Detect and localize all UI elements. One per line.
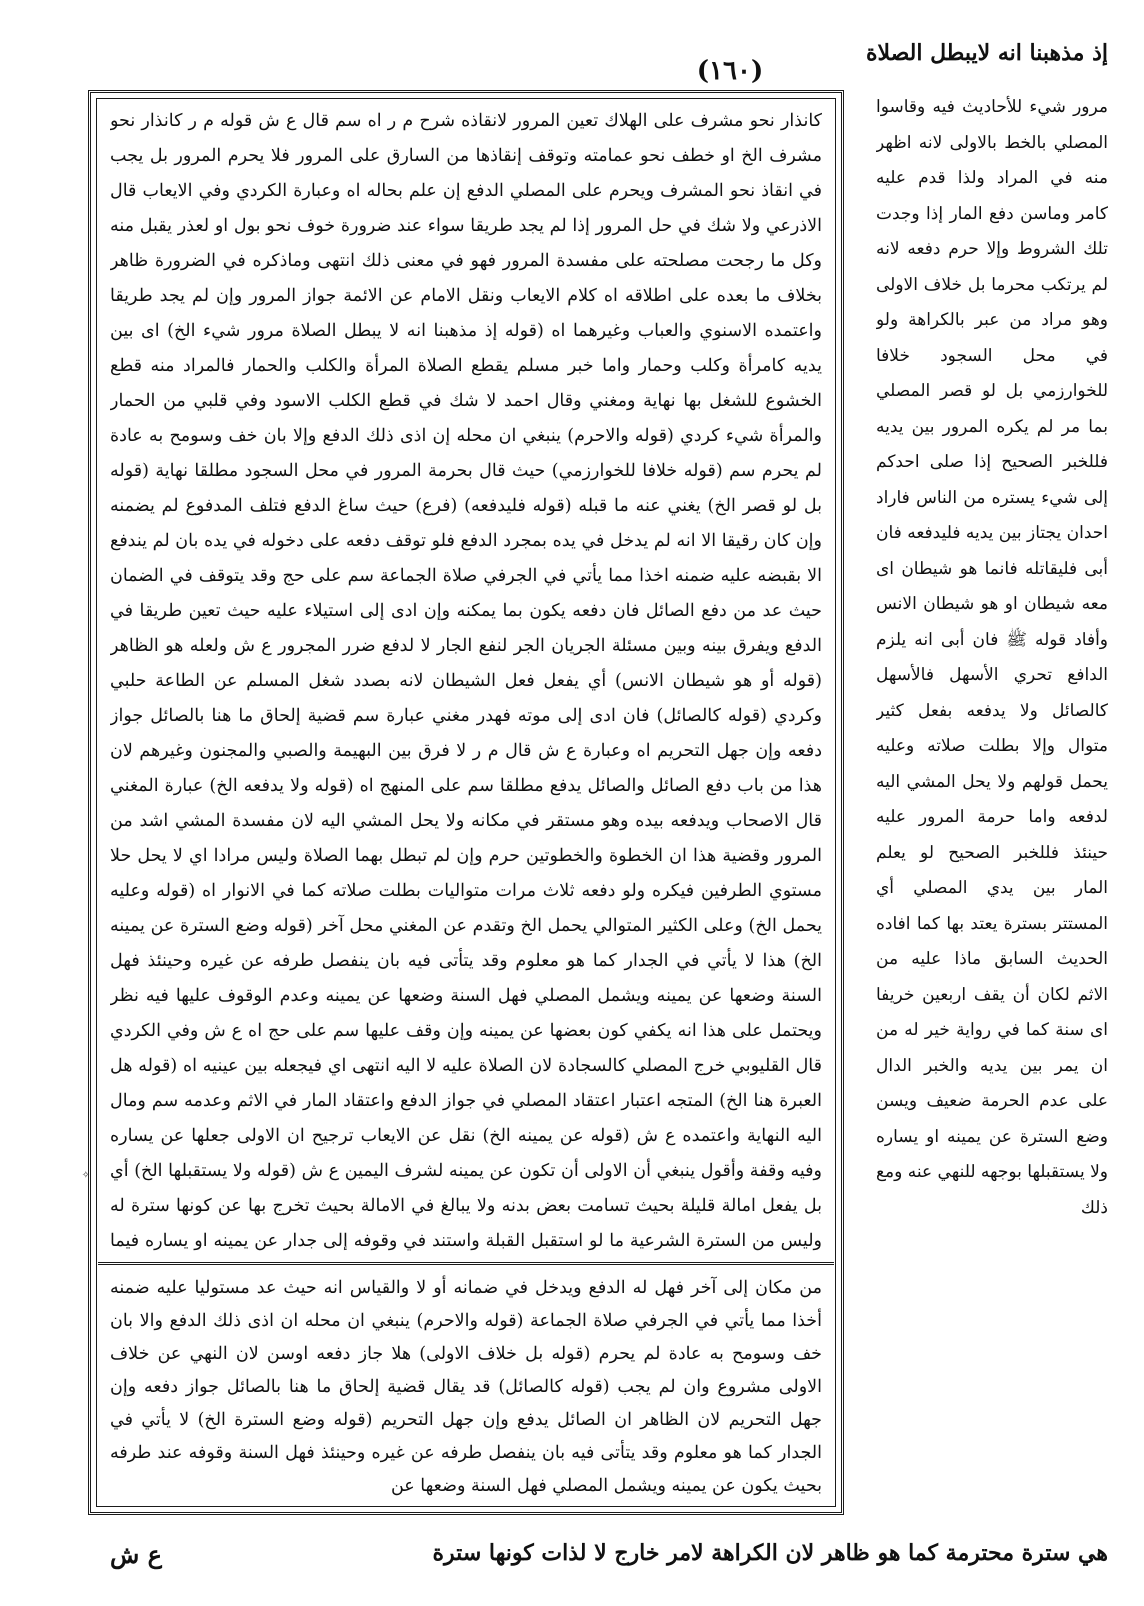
commentary-block	[110, 104, 822, 1254]
footnote-text: من مكان إلى آخر فهل له الدفع ويدخل في ضمانه أو لا والقياس انه حيث عد مستوليا عليه ضمنه أخذا مما يأتي في الجرفي صلاة الجماعة (قوله والاحرم) ينبغي ان محله ان اذى ذلك الدفع والا بان خف وسومح به عادة لم يحرم (قوله بل خلاف الاولى) هلا جاز دفعه اوسن لان النهي عن خلاف الاولى مشروع وان لم يجب (قوله كالصائل) قد يقال قضية إلحاق ما هنا بالصائل جواز دفعه وإن جهل التحريم لان الظاهر ان الصائل يدفع وإن جهل التحريم (قوله وضع السترة الخ) لا يأتي في الجدار كما هو معلوم وقد يتأتى فيه بان ينفصل طرفه عن غيره وحينئذ فهل السنة وقوفه عند طرفه بحيث يكون عن يمينه ويشمل المصلي فهل السنة وضعها عن	[110, 1278, 822, 1496]
footnote-block	[110, 1272, 822, 1502]
section-divider	[98, 1262, 834, 1265]
commentary-text: كانذار نحو مشرف على الهلاك تعين المرور لانقاذه شرح م ر اه سم قال ع ش قوله م ر كانذار نحو مشرف الخ او خطف نحو عمامته وتوقف إنقاذها من السارق على المرور فلا يحرم المرور بل يجب في انقاذ نحو المشرف ويحرم على المصلي الدفع إن علم بحاله اه وعبارة الكردي وفي الايعاب قال الاذرعي ولا شك في حل المرور إذا لم يجد طريقا سواء عند ضرورة خوف نحو بول او لعذر يقبل منه وكل ما رجحت مصلحته على مفسدة المرور فهو في معنى ذلك انتهى وماذكره في الضرورة ظاهر بخلاف ما بعده على اطلاقه اه كلام الايعاب ونقل الامام عن الائمة جواز المرور وإن لم يجد طريقا واعتمده الاسنوي والعباب وغيرهما اه (قوله إذ مذهبنا انه لا يبطل الصلاة مرور شيء الخ) اى بين يديه كامرأة وكلب وحمار واما خبر مسلم يقطع الصلاة المرأة والكلب والحمار فالمراد منه قطع الخشوع للشغل بها نهاية ومغني وقال احمد لا شك في قطع الكلب الاسود وفي قلبي من الحمار والمرأة شيء كردي (قوله والاحرم) ينبغي ان محله إن اذى ذلك الدفع وإلا بان خف وسومح به عادة لم يحرم سم (قوله خلافا للخوارزمي) حيث قال بحرمة المرور في محل السجود مطلقا نهاية (قوله بل لو قصر الخ) يغني عنه ما قبله (قوله فليدفعه) (فرع) حيث ساغ الدفع فتلف المدفوع لم يضمنه وإن كان رقيقا الا انه لم يدخل في يده بمجرد الدفع فلو توقف دفعه على دخوله في يده بان لم يندفع الا بقبضه عليه ضمنه اخذا مما يأتي في الجرفي صلاة الجماعة سم على حج وقد يتوقف في الضمان حيث عد من دفع الصائل فان دفعه يكون بما يمكنه وإن ادى إلى استيلاء عليه حيث تعين طريقا في الدفع ويفرق بينه وبين مسئلة الجريان الجر لنفع الجار لا لدفع ضرر المجرور ع ش ولعله هو الظاهر (قوله أو هو شيطان الانس) أي يفعل فعل الشيطان لانه بصدد شغل المسلم عن الطاعة حلبي وكردي (قوله كالصائل) فان ادى إلى موته فهدر مغني عبارة سم قضية إلحاق ما هنا بالصائل جواز دفعه وإن جهل التحريم اه وعبارة ع ش قال م ر لا فرق بين البهيمة والصبي والمجنون وغيرهم لان هذا من باب دفع الصائل والصائل يدفع مطلقا سم على المنهج اه (قوله ولا يدفعه الخ) عبارة المغني قال الاصحاب ويدفعه بيده وهو مستقر في مكانه ولا يحل المشي اليه لان مفسدة المشي اشد من المرور وقضية هذا ان الخطوة والخطوتين حرم وإن لم تبطل بهما الصلاة وليس مرادا اي لا يحل حلا مستوي الطرفين فيكره ولو دفعه ثلاث مرات متواليات بطلت صلاته كما في الانوار اه (قوله وعليه يحمل الخ) وعلى الكثير المتوالي يحمل الخ وتقدم عن المغني محل آخر (قوله وضع السترة عن يمينه الخ) هذا لا يأتي في الجدار كما هو معلوم وقد يتأتى فيه بان ينفصل طرفه عن غيره وحينئذ فهل السنة وضعها عن يمينه ويشمل المصلي فهل السنة وضعها عن يمينه وعدم الوقوف عليها فيه نظر ويحتمل على هذا انه يكفي كون بعضها عن يمينه وإن وقف عليها سم على حج اه ع ش وفي الكردي قال القليوبي خرج المصلي كالسجادة لان الصلاة عليه لا اليه انتهى اي فيجعله بين عينيه اه (قوله هل العبرة هنا الخ) المتجه اعتبار اعتقاد المصلي في جواز الدفع واعتقاد المار في الاثم وعدمه سم ومال اليه النهاية واعتمده ع ش (قوله عن يمينه الخ) نقل عن الايعاب ترجيح ان الاولى جعلها عن يساره وفيه وقفة وأقول ينبغي أن الاولى أن تكون عن يمينه لشرف اليمين ع ش (قوله ولا يستقبلها الخ) أي بل يفعل امالة قليلة بحيث تسامت بعض بدنه ولا يبالغ في الامالة بحيث تخرج بها عن كونها سترة له وليس من السترة الشرعية ما لو استقبل القبلة واستند في وقوفه إلى جدار عن يمينه او يساره فيما	[110, 111, 822, 1251]
bottom-line: هي سترة محترمة كما هو ظاهر لان الكراهة لامر خارج لا لذات كونها سترة	[432, 1540, 1108, 1566]
matn-side-column	[876, 90, 1108, 1525]
margin-mark: ✧	[81, 1170, 90, 1181]
page-number: (١٦٠)	[696, 56, 764, 86]
running-header: إذ مذهبنا انه لايبطل الصلاة	[865, 40, 1108, 66]
catchword: ع ش	[110, 1540, 162, 1569]
matn-text: مرور شيء للأحاديث فيه وقاسوا المصلي بالخط بالاولى لانه اظهر منه في المراد ولذا قدم عليه كامر وماسن دفع المار إذا وجدت تلك الشروط وإلا حرم دفعه لانه لم يرتكب محرما بل خلاف الاولى وهو مراد من عبر بالكراهة ولو في محل السجود خلافا للخوارزمي بل لو قصر المصلي بما مر لم يكره المرور بين يديه فللخبر الصحيح إذا صلى احدكم إلى شيء يستره من الناس فاراد احدان يجتاز بين يديه فليدفعه فان أبى فليقاتله فانما هو شيطان اى معه شيطان او هو شيطان الانس وأفاد قوله ﷺ فان أبى انه يلزم الدافع تحري الأسهل فالأسهل كالصائل ولا يدفعه بفعل كثير متوال وإلا بطلت صلاته وعليه يحمل قولهم ولا يحل المشي اليه لدفعه واما حرمة المرور عليه حينئذ فللخبر الصحيح لو يعلم المار بين يدي المصلي أي المستتر بسترة يعتد بها كما افاده الحديث السابق ماذا عليه من الاثم لكان أن يقف اربعين خريفا اى سنة كما في رواية خير له من ان يمر بين يديه والخبر الدال على عدم الحرمة ضعيف ويسن وضع السترة عن يمينه او يساره ولا يستقبلها بوجهه للنهي عنه ومع ذلك	[876, 97, 1108, 1218]
